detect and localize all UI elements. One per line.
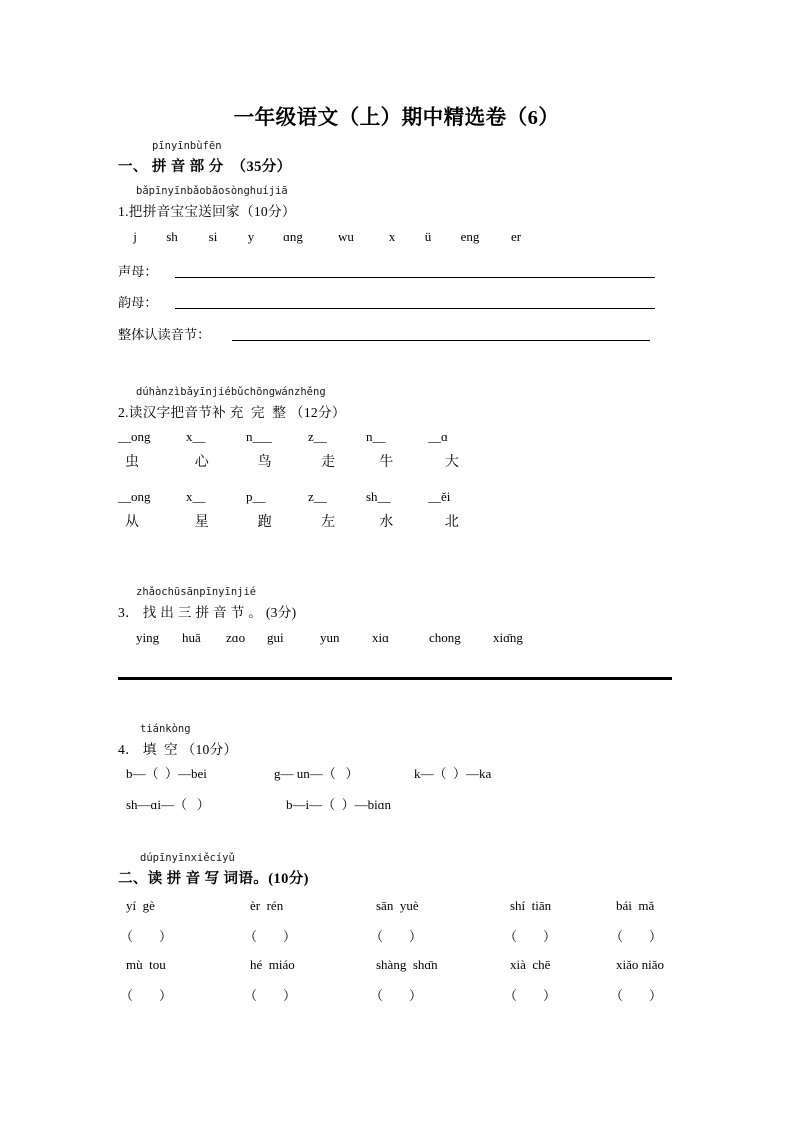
word-pinyin: bái mǎ [616,898,655,913]
q2-pinyin-blank[interactable]: n__ [366,429,386,444]
q2-hanzi: 虫 [125,455,139,470]
q2-hanzi: 大 [444,455,459,470]
word-pinyin: xià chē [510,957,551,972]
q3-word[interactable]: gui [267,630,284,645]
q2-pinyin-blank[interactable]: __ong [118,489,151,504]
yunmu-answer-line[interactable] [175,308,655,309]
word-pinyin: hé miáo [250,957,295,972]
answer-parens[interactable]: （ ） [120,988,173,1003]
answer-parens[interactable]: （ ） [244,929,297,944]
answer-parens[interactable]: （ ） [610,929,663,944]
q1-item: ü [424,229,432,244]
q3-heading: 3． 找 出 三 拼 音 节 。 (3分) [118,605,297,620]
q2-row1-pinyin [118,429,488,445]
q1-pinyin-annotation: bǎpīnyīnbǎobǎosònghuíjiā [136,185,288,197]
q2-pinyin-blank[interactable]: z__ [308,429,327,444]
answer-parens[interactable]: （ ） [504,988,557,1003]
q1-heading: 1.把拼音宝宝送回家（10分） [118,204,296,219]
section-two-heading: 二、读 拼 音 写 词语。(10分) [118,871,309,887]
q4-item[interactable]: sh—ɑi—（ ） [126,797,210,812]
q2-row2-hanzi [118,511,488,531]
q2-hanzi: 星 [194,515,209,530]
word-pinyin: xiǎo niǎo [616,957,665,972]
q2-pinyin-blank[interactable]: x__ [186,429,206,444]
q2-pinyin-blank[interactable]: z__ [308,489,327,504]
q4-row2 [126,794,566,813]
q4-item[interactable]: b—（ ）—bei [126,766,207,781]
q1-item: er [510,229,522,244]
q2-pinyin-blank[interactable]: __ɑ [428,429,448,444]
q2-hanzi: 心 [194,455,209,470]
q4-item[interactable]: g— un—（ ） [274,766,359,781]
page-title: 一年级语文（上）期中精选卷（6） [233,107,560,129]
zhengti-label: 整体认读音节： [118,327,211,342]
q1-pinyin-item-row [118,229,538,245]
section-two-row1-answers [120,926,666,945]
q2-pinyin-blank[interactable]: sh__ [366,489,391,504]
answer-parens[interactable]: （ ） [370,988,423,1003]
q2-pinyin-blank[interactable]: x__ [186,489,206,504]
q2-hanzi: 左 [321,515,336,530]
q2-heading: 2.读汉字把音节补 充 完 整 （12分） [118,405,346,420]
q2-pinyin-annotation: dúhànzìbǎyīnjiébǔchōngwánzhěng [136,386,326,398]
q1-item: ɑng [283,229,303,244]
answer-parens[interactable]: （ ） [370,929,423,944]
q3-pinyin-annotation: zhǎochūsānpīnyīnjié [136,586,257,598]
answer-parens[interactable]: （ ） [610,988,663,1003]
shengmu-answer-line[interactable] [175,277,655,278]
q1-item: si [208,229,218,244]
q4-row1 [126,763,566,782]
q2-pinyin-blank[interactable]: __ěi [428,489,451,504]
q1-item: sh [166,229,178,244]
q1-item: x [388,229,396,244]
q3-word[interactable]: zɑo [226,630,246,645]
q2-row2-pinyin [118,489,488,505]
q3-word[interactable]: yun [320,630,340,645]
q4-item[interactable]: b—i—（ ）—biɑn [286,797,392,812]
section-two-row1-pinyin [126,898,672,914]
section-two-pinyin-annotation: dúpīnyīnxiěcíyǔ [140,852,235,864]
q3-word-row [136,630,566,646]
q4-item[interactable]: k—（ ）—ka [414,766,492,781]
q2-pinyin-blank[interactable]: n___ [246,429,272,444]
answer-parens[interactable]: （ ） [120,929,173,944]
word-pinyin: shí tiān [510,898,552,913]
shengmu-label: 声母： [118,264,158,279]
q1-item: wu [338,229,354,244]
q4-heading: 4． 填 空 （10分） [118,742,238,757]
section-one-pinyin-annotation: pīnyīnbùfēn [152,140,222,152]
word-pinyin: èr rén [250,898,284,913]
q2-hanzi: 走 [321,455,336,470]
q2-pinyin-blank[interactable]: p__ [246,489,266,504]
q2-hanzi: 北 [444,515,459,530]
yunmu-label: 韵母： [118,295,158,310]
section-one-heading: 一、 拼 音 部 分 （35分） [118,159,292,175]
section-two-row2-answers [120,985,666,1004]
q4-pinyin-annotation: tiánkòng [140,723,191,735]
q3-word[interactable]: huā [182,630,201,645]
word-pinyin: yí gè [126,898,155,913]
section-divider [118,677,672,680]
word-pinyin: shàng shɑ̄n [376,957,438,972]
q3-word[interactable]: chong [429,630,461,645]
answer-parens[interactable]: （ ） [504,929,557,944]
q2-hanzi: 水 [379,515,394,530]
q2-hanzi: 鸟 [257,455,272,470]
zhengti-answer-line[interactable] [232,340,650,341]
q2-hanzi: 跑 [257,515,272,530]
q1-item: j [133,229,137,244]
word-pinyin: sān yuè [376,898,419,913]
word-pinyin: mù tou [126,957,166,972]
q2-pinyin-blank[interactable]: __ong [118,429,151,444]
q2-row1-hanzi [118,451,488,471]
q3-word[interactable]: ying [136,630,160,645]
q2-hanzi: 从 [125,515,139,530]
section-two-row2-pinyin [126,957,672,973]
answer-parens[interactable]: （ ） [244,988,297,1003]
q1-item: y [247,229,255,244]
q3-word[interactable]: xiɑ̄ng [493,630,523,645]
q1-item: eng [460,229,480,244]
q2-hanzi: 牛 [379,455,394,470]
q3-word[interactable]: xiɑ [372,630,389,645]
